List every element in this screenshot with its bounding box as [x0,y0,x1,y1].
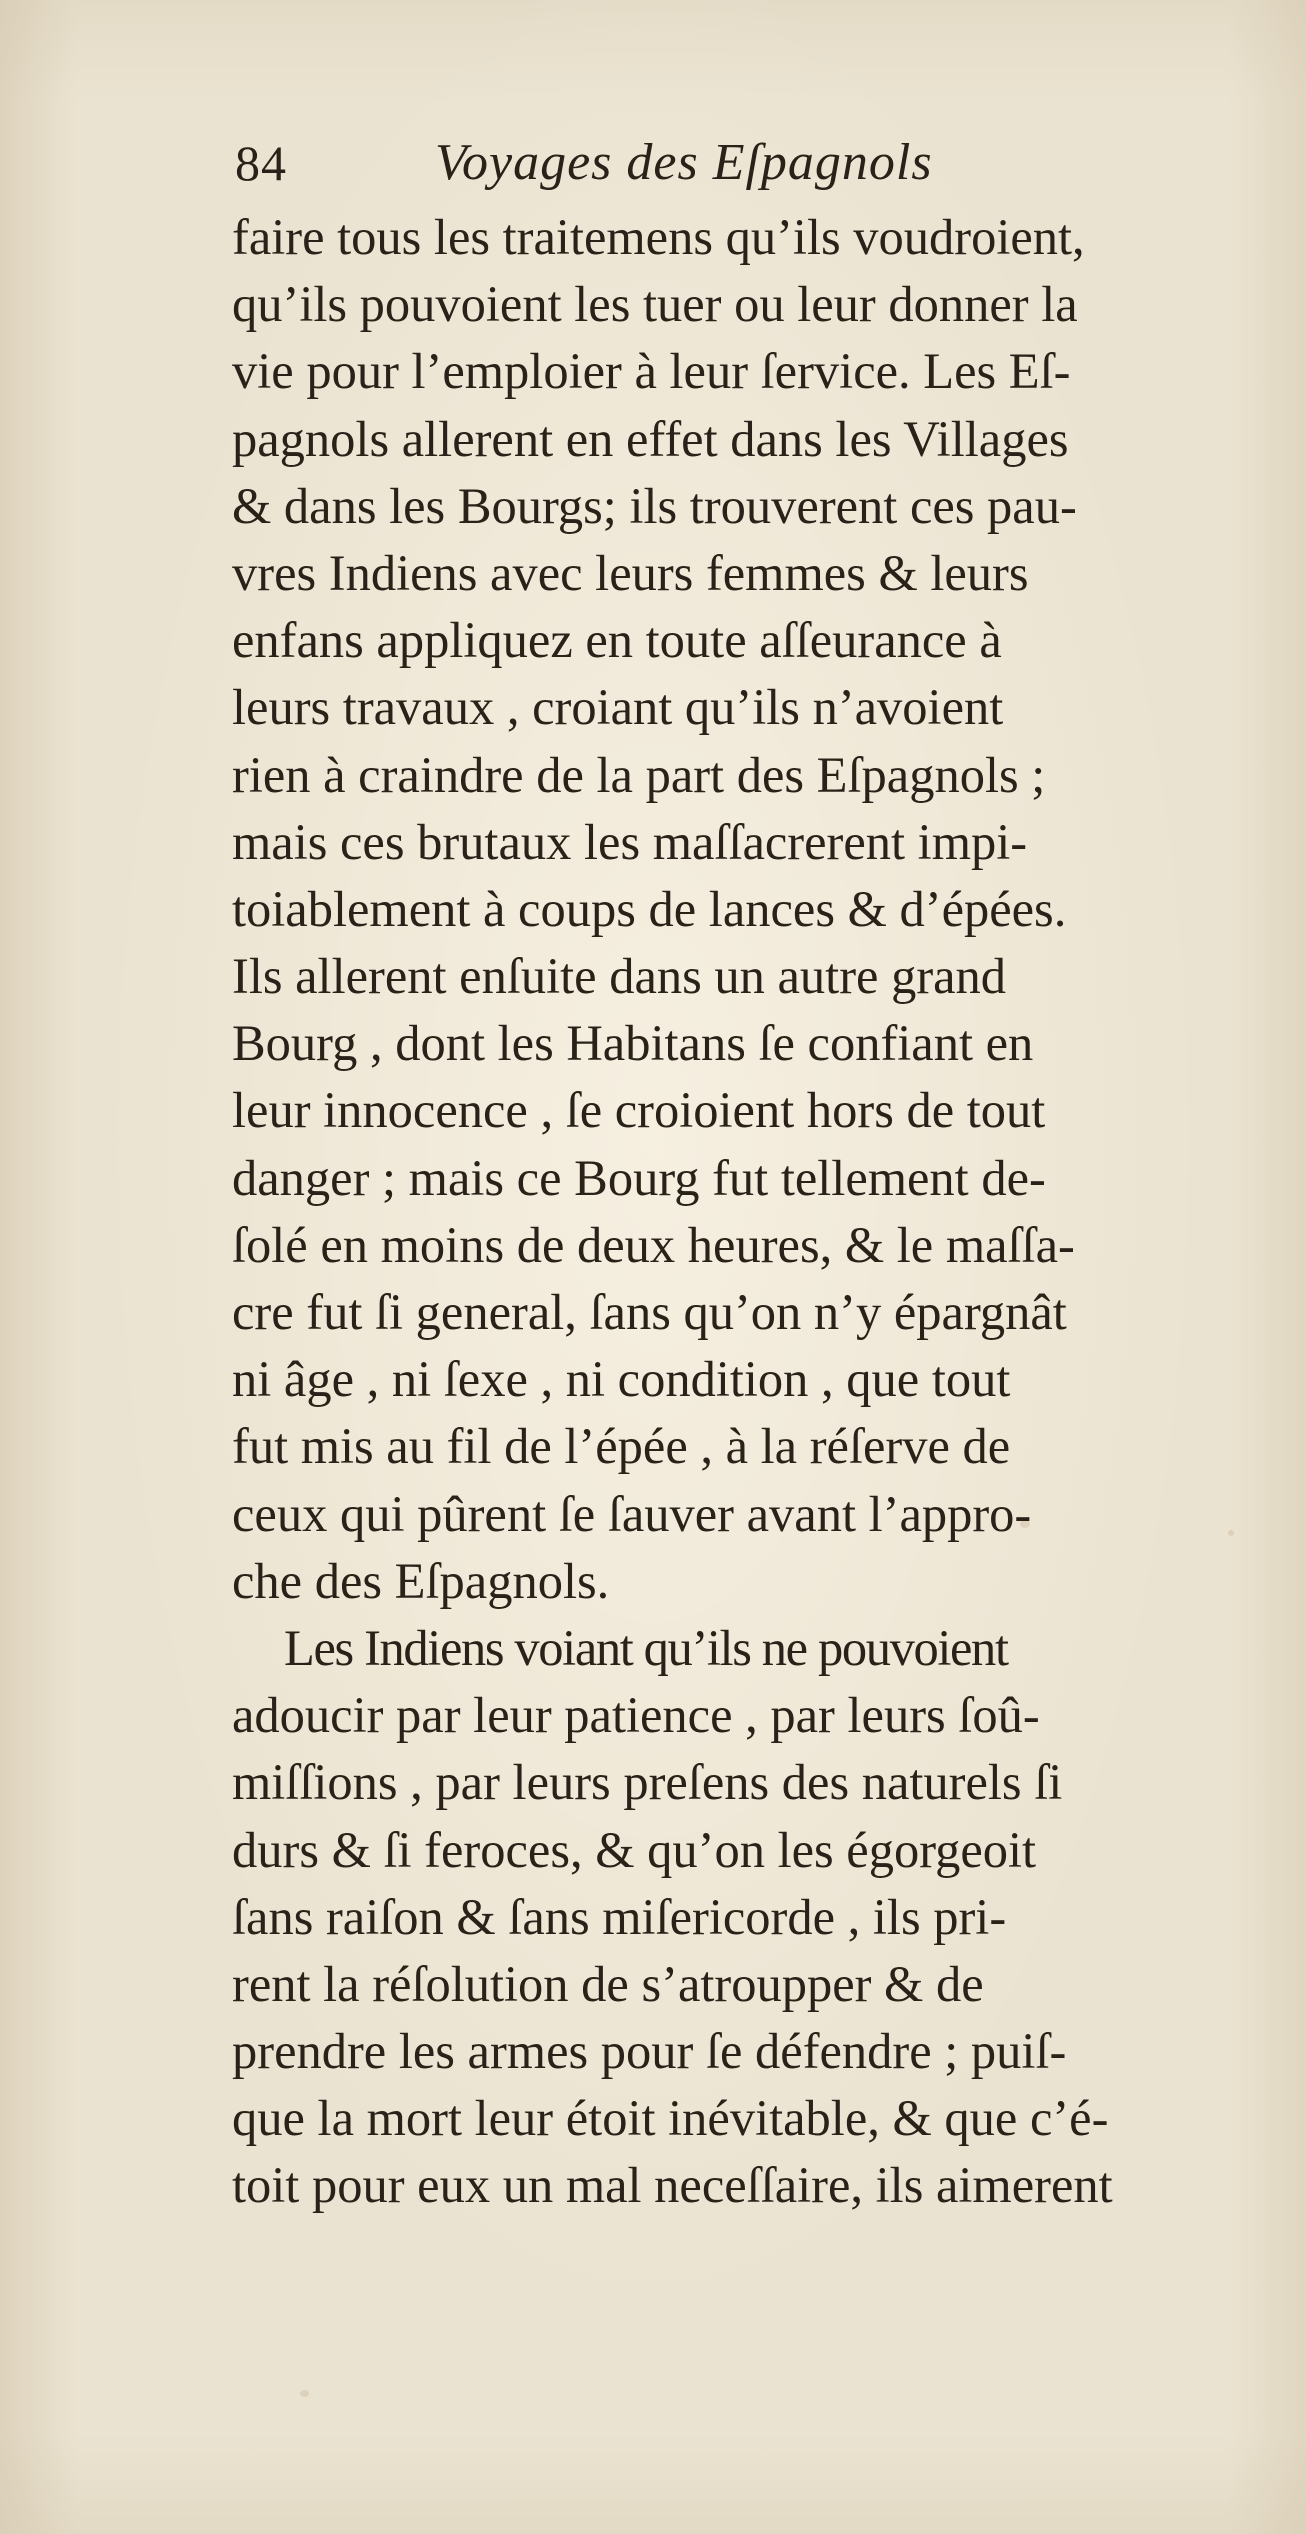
page-number: 84 [235,135,287,191]
foxing-spot [300,2390,309,2397]
text-line: ni âge , ni ſexe , ni condition , que tout [232,1351,1011,1408]
text-line: danger ; mais ce Bourg fut tellement de- [232,1149,1046,1206]
text-line: enfans appliquez en toute aſſeurance à [232,612,1002,669]
text-line: cre fut ſi general, ſans qu’on n’y épargnât [232,1284,1067,1340]
text-line: mais ces brutaux les maſſacrerent impi- [232,813,1028,870]
page-header [235,128,1105,198]
text-line: leurs travaux , croiant qu’ils n’avoient [232,679,1004,736]
text-line: che des Eſpagnols. [232,1552,610,1609]
text-line: fut mis au fil de l’épée , à la réſerve de [232,1418,1011,1475]
text-line: Les Indiens voiant qu’ils ne pouvoient [284,1619,1008,1676]
text-line: ſans raiſon & ſans miſericorde , ils pri- [232,1888,1007,1945]
text-line: ceux qui pûrent ſe ſauver avant l’appro- [232,1485,1032,1542]
text-line: ſolé en moins de deux heures, & le maſſa- [232,1216,1075,1273]
text-line: leur innocence , ſe croioient hors de tout [232,1082,1046,1139]
text-line: vie pour l’emploier à leur ſervice. Les Eſ- [232,343,1071,400]
text-line: vres Indiens avec leurs femmes & leurs [232,544,1029,601]
text-line: rien à craindre de la part des Eſpagnols ; [232,746,1046,803]
text-line: rent la réſolution de s’atroupper & de [232,1955,984,2012]
text-line: pagnols allerent en effet dans les Villages [232,410,1069,467]
text-line: prendre les armes pour ſe défendre ; puiſ- [232,2023,1067,2080]
text-line: toit pour eux un mal neceſſaire, ils aimerent [232,2157,1113,2214]
text-line: Bourg , dont les Habitans ſe confiant en [232,1015,1034,1072]
text-line: adoucir par leur patience , par leurs ſoû- [232,1687,1040,1744]
text-line: durs & ſi feroces, & qu’on les égorgeoit [232,1821,1037,1878]
text-line: Ils allerent enſuite dans un autre grand [232,948,1007,1005]
text-line: faire tous les traitemens qu’ils voudroient, [232,209,1085,265]
text-line: que la mort leur étoit inévitable, & que c’é- [232,2090,1109,2147]
text-line: & dans les Bourgs; ils trouverent ces pau- [232,477,1077,534]
foxing-spot [1228,1530,1234,1536]
text-line: toiablement à coups de lances & d’épées. [232,880,1067,937]
text-line: miſſions , par leurs preſens des naturels ſi [232,1754,1063,1811]
text-line: qu’ils pouvoient les tuer ou leur donner la [232,276,1078,333]
body-text [232,204,1222,2220]
running-title: Voyages des Eſpagnols [435,134,933,191]
